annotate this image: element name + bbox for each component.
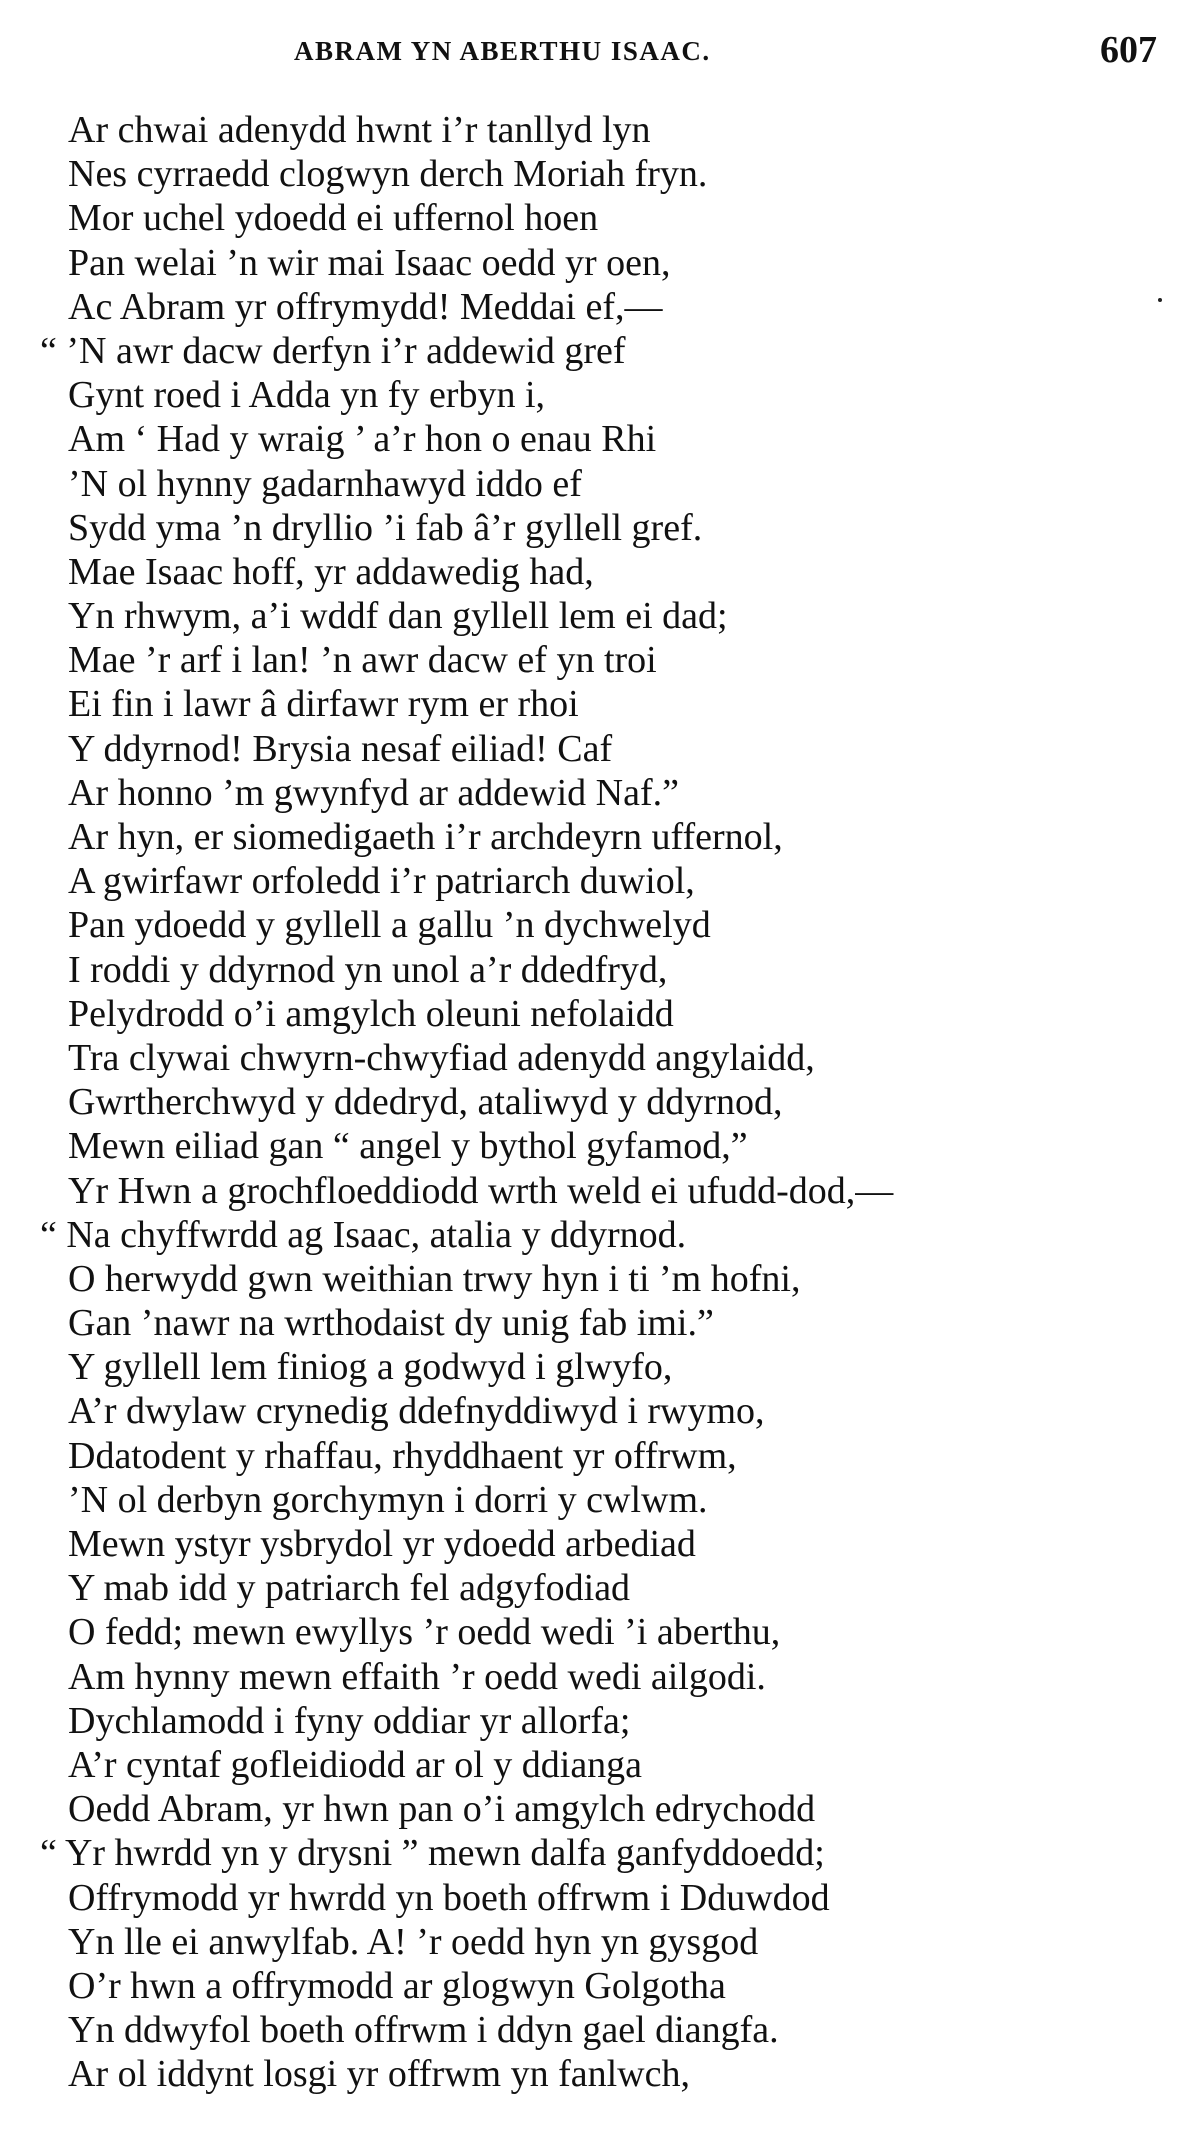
verse-line: Yn ddwyfol boeth offrwm i ddyn gael diangfa.	[68, 2009, 779, 2052]
verse-line: Ar chwai adenydd hwnt i’r tanllyd lyn	[68, 109, 651, 151]
verse-line: ’N ol derbyn gorchymyn i dorri y cwlwm.	[68, 1478, 708, 1521]
verse-line: Yn lle ei anwylfab. A! ’r oedd hyn yn gysgod	[68, 1920, 759, 1963]
verse-line: Ddatodent y rhaffau, rhyddhaent yr offrwm,	[68, 1434, 737, 1477]
verse-line: ’N ol hynny gadarnhawyd iddo ef	[68, 462, 582, 505]
verse-line: Nes cyrraedd clogwyn derch Moriah fryn.	[68, 153, 708, 196]
verse-line: O’r hwn a offrymodd ar glogwyn Golgotha	[68, 1964, 726, 2007]
verse-line: Gwrtherchwyd y ddedryd, ataliwyd y ddyrnod,	[68, 1081, 783, 1124]
running-title: ABRAM YN ABERTHU ISAAC.	[294, 36, 711, 66]
verse-line: Mor uchel ydoedd ei uffernol hoen	[68, 197, 599, 240]
verse-line: “ ’N awr dacw derfyn i’r addewid gref	[40, 329, 626, 372]
verse-line: Dychlamodd i fyny oddiar yr allorfa;	[68, 1699, 631, 1742]
verse-line: Y gyllell lem finiog a godwyd i glwyfo,	[68, 1346, 673, 1389]
verse-line: Am hynny mewn effaith ’r oedd wedi ailgodi.	[68, 1655, 766, 1698]
verse-line: Yr Hwn a grochfloeddiodd wrth weld ei ufudd-dod,—	[68, 1169, 894, 1212]
print-speck	[1158, 298, 1162, 302]
verse-line: Ar ol iddynt losgi yr offrwm yn fanlwch,	[68, 2053, 690, 2096]
verse-line: O fedd; mewn ewyllys ’r oedd wedi ’i aberthu,	[68, 1611, 781, 1654]
verse-line: Mae Isaac hoff, yr addawedig had,	[68, 550, 594, 593]
verse-line: Mewn eiliad gan “ angel y bythol gyfamod,”	[68, 1125, 748, 1168]
verse-line: Am ‘ Had y wraig ’ a’r hon o enau Rhi	[68, 418, 657, 461]
verse-line: Ac Abram yr offrymydd! Meddai ef,—	[68, 285, 663, 328]
verse-line: “ Yr hwrdd yn y drysni ” mewn dalfa ganfyddoedd;	[40, 1832, 825, 1875]
verse-line: Oedd Abram, yr hwn pan o’i amgylch edrychodd	[68, 1788, 816, 1831]
verse-line: “ Na chyffwrdd ag Isaac, atalia y ddyrnod.	[40, 1213, 687, 1256]
verse-line: A’r cyntaf gofleidiodd ar ol y ddianga	[68, 1743, 643, 1786]
running-head	[0, 28, 1204, 78]
verse-line: Offrymodd yr hwrdd yn boeth offrwm i Dduwdod	[68, 1876, 830, 1919]
verse-line: A’r dwylaw crynedig ddefnyddiwyd i rwymo,	[68, 1390, 765, 1433]
verse-line: Yn rhwym, a’i wddf dan gyllell lem ei dad;	[68, 595, 728, 638]
verse-line: Mewn ystyr ysbrydol yr ydoedd arbediad	[68, 1523, 696, 1565]
verse-line: Pan welai ’n wir mai Isaac oedd yr oen,	[68, 241, 671, 284]
verse-line: Tra clywai chwyrn-chwyfiad adenydd angylaidd,	[68, 1036, 815, 1079]
poem-body	[40, 108, 1168, 2096]
verse-line: Mae ’r arf i lan! ’n awr dacw ef yn troi	[68, 639, 657, 682]
verse-line: A gwirfawr orfoledd i’r patriarch duwiol,	[68, 860, 695, 903]
page-number: 607	[1100, 29, 1157, 71]
verse-line: Ar honno ’m gwynfyd ar addewid Naf.”	[68, 771, 679, 814]
verse-line: Y ddyrnod! Brysia nesaf eiliad! Caf	[68, 727, 613, 770]
verse-line: I roddi y ddyrnod yn unol a’r ddedfryd,	[68, 948, 668, 991]
verse-line: Gynt roed i Adda yn fy erbyn i,	[68, 374, 546, 417]
verse-line: Sydd yma ’n dryllio ’i fab â’r gyllell gref.	[68, 506, 703, 549]
verse-line: Gan ’nawr na wrthodaist dy unig fab imi.”	[68, 1302, 714, 1345]
verse-line: Pan ydoedd y gyllell a gallu ’n dychwelyd	[68, 904, 711, 947]
verse-line: Ar hyn, er siomedigaeth i’r archdeyrn uffernol,	[68, 816, 783, 858]
verse-line: Ei fin i lawr â dirfawr rym er rhoi	[68, 683, 579, 726]
verse-line: Y mab idd y patriarch fel adgyfodiad	[68, 1567, 631, 1610]
verse-line: Pelydrodd o’i amgylch oleuni nefolaidd	[68, 992, 674, 1035]
verse-line: O herwydd gwn weithian trwy hyn i ti ’m hofni,	[68, 1257, 801, 1300]
